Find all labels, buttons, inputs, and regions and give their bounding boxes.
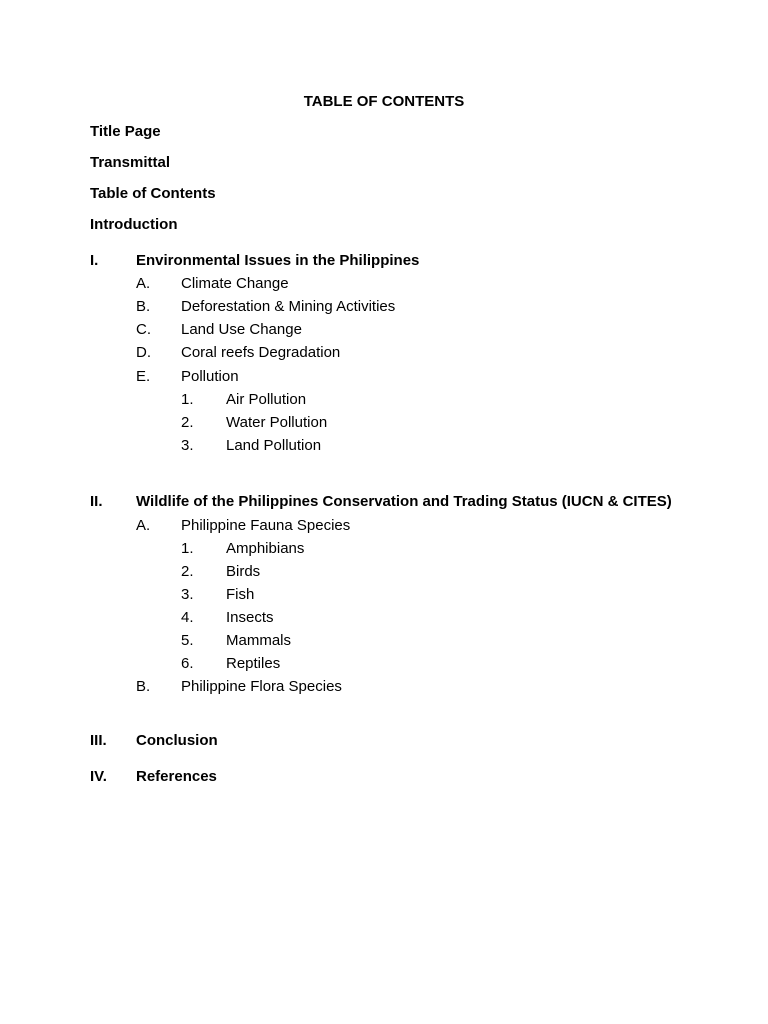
toc-section-3-number: III. [90,732,107,749]
toc-section-1-label: Environmental Issues in the Philippines [136,252,420,269]
toc-item-number: A. [136,275,151,292]
toc-item-number: A. [136,517,151,534]
toc-item-label: Coral reefs Degradation [181,344,341,361]
toc-subitem-label: Land Pollution [226,437,322,454]
toc-section-4-number: IV. [90,768,107,785]
toc-subitem-number: 3. [181,586,194,603]
toc-subitem-number: 2. [181,414,194,431]
toc-subitem-label: Amphibians [226,540,305,557]
toc-subitem-number: 1. [181,391,194,408]
toc-item-label: Climate Change [181,275,289,292]
toc-item-label: Deforestation & Mining Activities [181,298,396,315]
toc-subitem-label: Fish [226,586,255,603]
toc-subitem-label: Air Pollution [226,391,307,408]
toc-front-title-page: Title Page [90,123,161,140]
toc-section-2-number: II. [90,493,103,510]
toc-subitem-label: Insects [226,609,274,626]
toc-section-3-label: Conclusion [136,732,218,749]
toc-item-label: Land Use Change [181,321,302,338]
toc-subitem-number: 5. [181,632,194,649]
toc-subitem-number: 1. [181,540,194,557]
toc-item-label: Philippine Flora Species [181,678,342,695]
toc-section-4-label: References [136,768,217,785]
toc-front-introduction: Introduction [90,216,178,233]
toc-item-number: C. [136,321,151,338]
toc-section-2-label: Wildlife of the Philippines Conservation and Trading Status (IUCN & CITES) [136,493,672,510]
toc-item-number: E. [136,368,151,385]
toc-subitem-number: 4. [181,609,194,626]
toc-subitem-label: Water Pollution [226,414,328,431]
toc-front-table-of-contents: Table of Contents [90,185,216,202]
toc-subitem-number: 3. [181,437,194,454]
toc-subitem-label: Birds [226,563,261,580]
toc-item-number: B. [136,678,151,695]
toc-subitem-label: Mammals [226,632,292,649]
toc-item-number: D. [136,344,151,361]
toc-subitem-label: Reptiles [226,655,281,672]
toc-item-label: Pollution [181,368,239,385]
toc-title: TABLE OF CONTENTS [303,93,465,110]
toc-item-number: B. [136,298,151,315]
toc-item-label: Philippine Fauna Species [181,517,351,534]
toc-subitem-number: 6. [181,655,194,672]
toc-front-transmittal: Transmittal [90,154,171,171]
toc-section-1-number: I. [90,252,99,269]
toc-subitem-number: 2. [181,563,194,580]
